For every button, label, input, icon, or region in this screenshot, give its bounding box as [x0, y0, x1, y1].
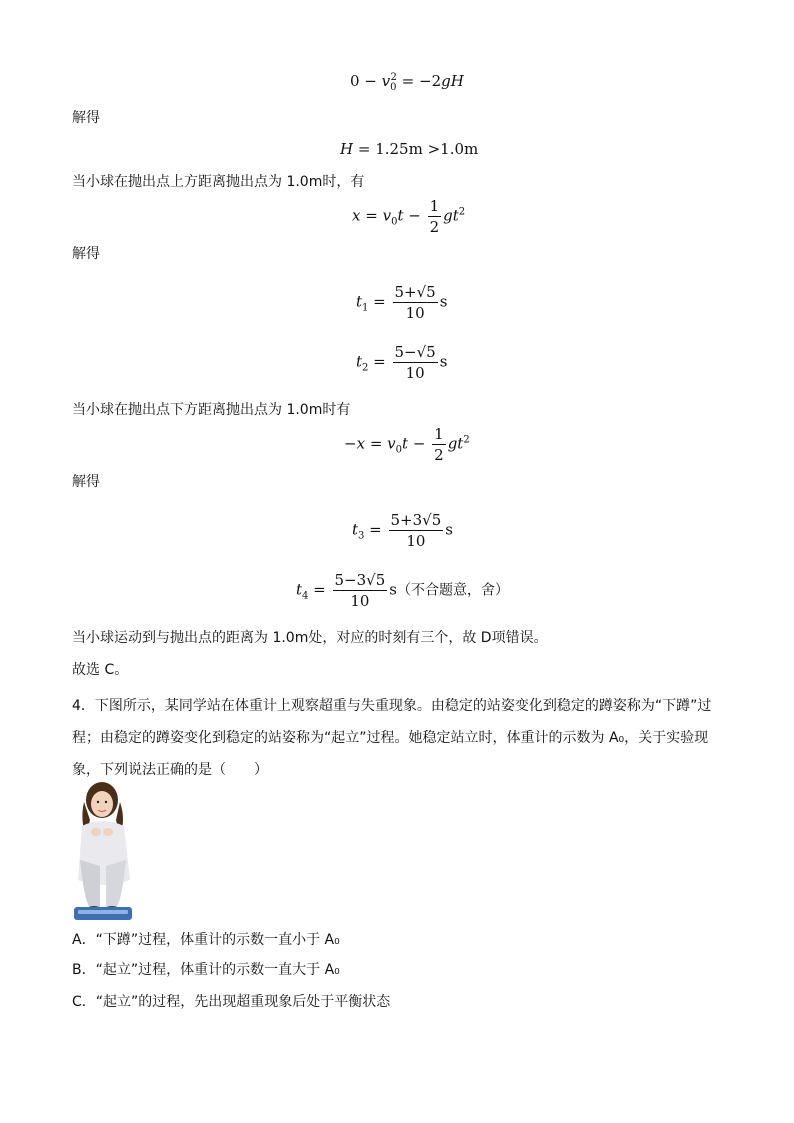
- solve-label: 解得: [72, 246, 100, 262]
- option-c: C．“起立”的过程，先出现超重现象后处于平衡状态: [72, 994, 391, 1010]
- equation-t3: $t_3$ = $\frac{5+3√5}{10}$ s: [352, 511, 453, 550]
- option-b: B．“起立”过程，体重计的示数一直大于 A₀: [72, 962, 340, 978]
- question-4: 4．下图所示，某同学站在体重计上观察超重与失重现象。由稳定的站姿变化到稳定的蹲姿称为“下蹲”过 程；由稳定的蹲姿变化到稳定的站姿称为“起立”过程。她稳定站立时，体重计的示数为 A₀，关于实验现 象，下列说法正确的是（ ）: [72, 698, 712, 778]
- equation-height: H = 1.25m >1.0m: [340, 140, 479, 158]
- figure-girl-on-scale: [70, 780, 136, 922]
- equation-t4: $t_4$ = $\frac{5-3√5}{10}$ s（不合题意，舍）: [296, 571, 509, 610]
- solve-label: 解得: [72, 110, 100, 126]
- equation-t2: $t_2$ = $\frac{5-√5}{10}$ s: [356, 343, 448, 382]
- answer-text: 故选 C。: [72, 662, 129, 678]
- text-above: 当小球在抛出点上方距离抛出点为 1.0m时，有: [72, 174, 365, 190]
- equation-t1: $t_1$ = $\frac{5+√5}{10}$ s: [356, 283, 448, 322]
- text-below: 当小球在抛出点下方距离抛出点为 1.0m时有: [72, 402, 351, 418]
- equation-x-positive: $x = v_0t$ − $\frac{1}{2}$ $gt^2$: [352, 197, 466, 236]
- option-a: A．“下蹲”过程，体重计的示数一直小于 A₀: [72, 932, 340, 948]
- solve-label: 解得: [72, 474, 100, 490]
- equation-x-negative: $-x = v_0t$ − $\frac{1}{2}$ $gt^2$: [344, 425, 470, 464]
- t4-note: （不合题意，舍）: [396, 582, 509, 599]
- conclusion-text: 当小球运动到与抛出点的距离为 1.0m处，对应的时刻有三个，故 D项错误。: [72, 630, 548, 646]
- equation-energy: $0 - v_0^2 = -2gH$: [350, 72, 464, 93]
- girl-on-scale-illustration: [70, 780, 136, 922]
